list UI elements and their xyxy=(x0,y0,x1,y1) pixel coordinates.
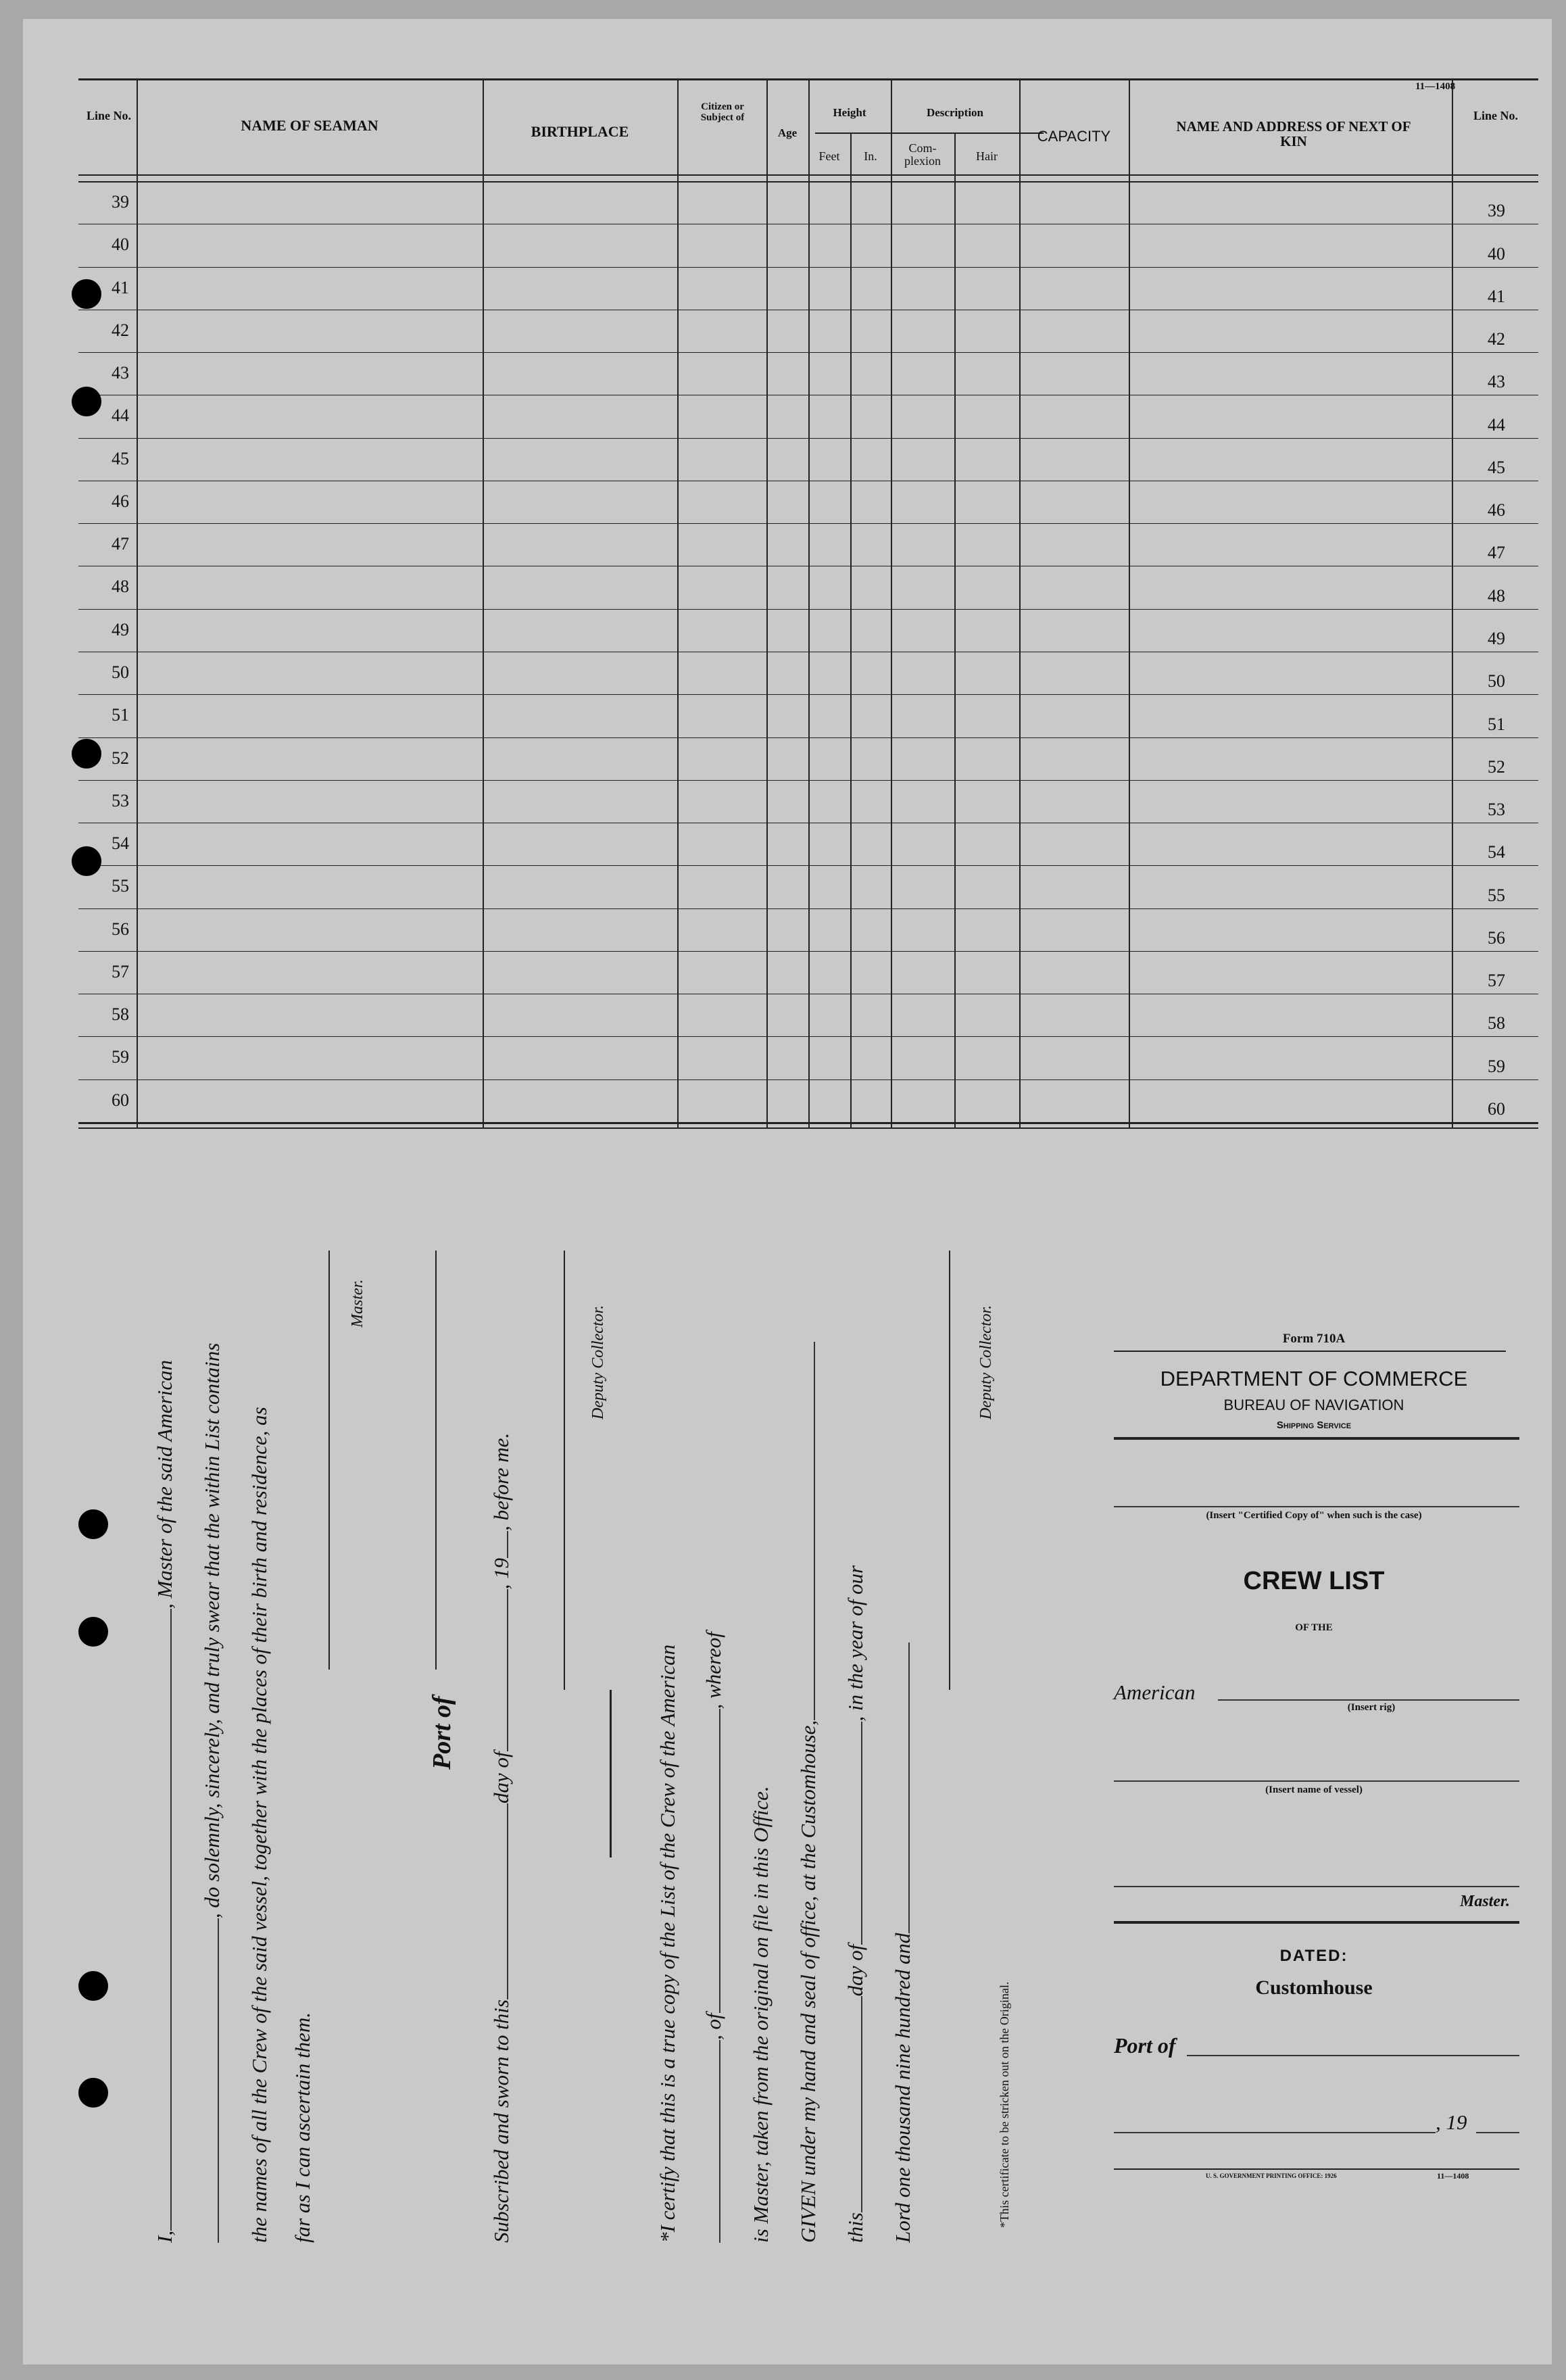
year-field xyxy=(1476,2132,1519,2133)
col-age: Age xyxy=(777,126,798,139)
line-number-left: 52 xyxy=(112,748,129,768)
line-number-left: 57 xyxy=(112,961,129,981)
line-number-right: 40 xyxy=(1488,243,1505,264)
line-number-left: 47 xyxy=(112,534,129,554)
line-number-left: 40 xyxy=(112,235,129,255)
line-number-right: 39 xyxy=(1488,201,1505,221)
table-row-divider xyxy=(78,951,1538,952)
certificate-footnote: *This certificate to be stricken out on the Original. xyxy=(998,1981,1011,2228)
binder-hole xyxy=(78,1509,108,1539)
line-number-left: 60 xyxy=(112,1090,129,1110)
cert-line-3: is Master, taken from the original on file in this Office. xyxy=(749,1786,773,2243)
deputy-signature-line-1 xyxy=(564,1250,565,1690)
master-name-field xyxy=(1114,1886,1519,1887)
line-number-right: 43 xyxy=(1488,372,1505,392)
line-number-right: 57 xyxy=(1488,971,1505,991)
line-number-right: 47 xyxy=(1488,543,1505,563)
line-number-left: 46 xyxy=(112,491,129,511)
dated-label: DATED: xyxy=(1279,1947,1348,1965)
line-number-left: 44 xyxy=(112,406,129,426)
line-number-left: 43 xyxy=(112,363,129,383)
crew-table xyxy=(23,19,1552,1168)
line-number-right: 58 xyxy=(1488,1013,1505,1034)
form-number: Form 710A xyxy=(1282,1332,1346,1346)
rig-hint: (Insert rig) xyxy=(1347,1702,1396,1713)
cert-line-6: Lord one thousand nine hundred and xyxy=(891,1643,915,2243)
table-row-divider xyxy=(78,352,1538,353)
table-row-divider xyxy=(78,737,1538,738)
cover-form-code: 11—1408 xyxy=(1437,2171,1469,2181)
line-number-right: 51 xyxy=(1488,714,1505,734)
deputy-signature-line-2 xyxy=(949,1250,950,1690)
line-number-right: 55 xyxy=(1488,885,1505,905)
col-feet: Feet xyxy=(818,149,840,163)
col-inches: In. xyxy=(864,149,877,163)
line-number-left: 50 xyxy=(112,662,129,682)
form-code-top: 11—1408 xyxy=(1415,81,1456,92)
oath-line-3: the names of all the Crew of the said vessel, together with the places of their birth and residence, as xyxy=(247,1407,271,2243)
line-number-right: 50 xyxy=(1488,671,1505,691)
binder-hole xyxy=(78,1971,108,2001)
separator-bar xyxy=(610,1690,612,1857)
oath-line-1: I,, Master of the said American xyxy=(153,1359,176,2243)
oath-line-2: , do solemnly, sincerely, and truly swear that the within List contains xyxy=(200,1343,224,2243)
col-line-no: Line No. xyxy=(86,109,131,122)
printing-office-note: U. S. GOVERNMENT PRINTING OFFICE: 1926 xyxy=(1206,2172,1337,2179)
line-number-left: 45 xyxy=(112,448,129,468)
line-number-left: 56 xyxy=(112,919,129,939)
table-row-divider xyxy=(78,267,1538,268)
line-number-left: 59 xyxy=(112,1047,129,1067)
line-number-right: 49 xyxy=(1488,629,1505,648)
table-row-divider xyxy=(78,780,1538,781)
certified-copy-hint: (Insert "Certified Copy of" when such is the case) xyxy=(1206,1510,1422,1521)
col-line-no-right: Line No. xyxy=(1473,109,1518,122)
table-row-divider xyxy=(78,694,1538,695)
cover-master-label: Master. xyxy=(1459,1893,1510,1910)
binder-hole xyxy=(78,1617,108,1647)
vessel-name-field xyxy=(1114,1780,1519,1782)
customhouse-label: Customhouse xyxy=(1255,1976,1373,1999)
vessel-name-hint: (Insert name of vessel) xyxy=(1265,1784,1363,1795)
table-row-divider xyxy=(78,908,1538,909)
oath-line-4: far as I can ascertain them. xyxy=(291,2012,314,2243)
department-title: DEPARTMENT OF COMMERCE xyxy=(1160,1367,1468,1390)
col-height: Height xyxy=(833,106,866,119)
col-birthplace: BIRTHPLACE xyxy=(531,123,629,140)
binder-hole xyxy=(72,387,101,416)
line-number-right: 53 xyxy=(1488,800,1505,820)
american-label: American xyxy=(1114,1680,1196,1704)
col-name-of-seaman: NAME OF SEAMAN xyxy=(241,117,378,134)
bureau-title: BUREAU OF NAVIGATION xyxy=(1223,1397,1404,1413)
cert-line-2: , of, whereof xyxy=(702,1632,726,2243)
table-row-divider xyxy=(78,865,1538,866)
binder-hole xyxy=(72,279,101,309)
line-number-right: 60 xyxy=(1488,1099,1505,1119)
line-number-left: 54 xyxy=(112,833,129,854)
table-row-divider xyxy=(78,438,1538,439)
binder-hole xyxy=(78,2078,108,2108)
line-number-left: 39 xyxy=(112,192,129,212)
col-capacity: CAPACITY xyxy=(1037,128,1111,145)
col-citizen: Citizen or Subject of xyxy=(700,101,745,123)
binder-hole xyxy=(72,739,101,769)
certified-copy-field xyxy=(1114,1506,1519,1507)
cover-port-of-label: Port of xyxy=(1114,2033,1176,2058)
cert-line-1: *I certify that this is a true copy of the List of the Crew of the American xyxy=(656,1644,679,2243)
line-number-left: 51 xyxy=(112,705,129,725)
line-number-left: 58 xyxy=(112,1004,129,1025)
line-number-right: 48 xyxy=(1488,585,1505,606)
col-complexion: Com-plexion xyxy=(904,141,941,168)
master-label: Master. xyxy=(349,1279,366,1328)
line-number-right: 45 xyxy=(1488,457,1505,477)
crew-list-title: CREW LIST xyxy=(1243,1567,1385,1595)
rig-field xyxy=(1218,1699,1519,1701)
table-row-divider xyxy=(78,1036,1538,1037)
col-next-of-kin: NAME AND ADDRESS OF NEXT OF KIN xyxy=(1176,118,1411,150)
line-number-right: 52 xyxy=(1488,756,1505,777)
col-hair: Hair xyxy=(976,149,998,163)
subscribed-line: Subscribed and sworn to thisday of, 19, before me. xyxy=(489,1432,513,2243)
cert-line-5: thisday of, in the year of our xyxy=(843,1565,867,2243)
line-number-right: 56 xyxy=(1488,927,1505,948)
line-number-right: 59 xyxy=(1488,1056,1505,1076)
line-number-left: 41 xyxy=(112,277,129,297)
line-number-left: 48 xyxy=(112,577,129,597)
line-number-right: 54 xyxy=(1488,842,1505,863)
line-number-right: 46 xyxy=(1488,500,1505,520)
binder-hole xyxy=(72,846,101,876)
year-label: , 19 xyxy=(1436,2110,1467,2134)
line-number-left: 53 xyxy=(112,790,129,810)
port-of-line xyxy=(435,1250,437,1670)
service-title: Shipping Service xyxy=(1276,1419,1352,1431)
line-number-left: 42 xyxy=(112,320,129,340)
cert-line-4: GIVEN under my hand and seal of office, at the Customhouse, xyxy=(796,1342,821,2243)
port-field xyxy=(1187,2055,1519,2056)
table-row-divider xyxy=(78,609,1538,610)
crew-list-sheet xyxy=(23,19,1552,2364)
deputy-collector-label-2: Deputy Collector. xyxy=(977,1305,995,1419)
of-the-label: OF THE xyxy=(1295,1622,1333,1633)
line-number-left: 49 xyxy=(112,619,129,639)
line-number-right: 41 xyxy=(1488,286,1505,306)
line-number-right: 42 xyxy=(1488,329,1505,349)
date-field xyxy=(1114,2132,1436,2133)
table-row-divider xyxy=(78,1079,1538,1080)
deputy-collector-label-1: Deputy Collector. xyxy=(589,1305,607,1419)
table-row-divider xyxy=(78,523,1538,524)
master-signature-line xyxy=(328,1250,330,1670)
line-number-left: 55 xyxy=(112,876,129,896)
port-of-label: Port of xyxy=(428,1696,456,1770)
col-description: Description xyxy=(926,106,984,119)
line-number-right: 44 xyxy=(1488,414,1505,435)
